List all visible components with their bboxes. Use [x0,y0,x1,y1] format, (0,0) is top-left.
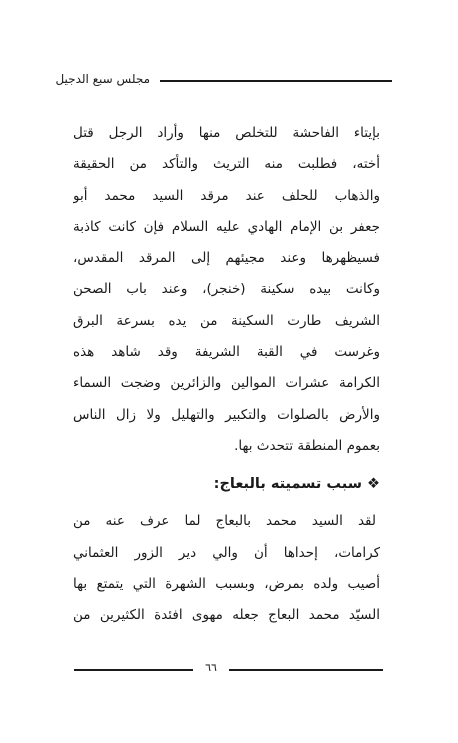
text-line: وغرست في القبة الشريفة وقد شاهد هذه [73,344,380,361]
body-text [73,118,380,631]
section-heading: ❖ سبب تسميته بالبعاج: [213,476,380,493]
page-header [0,60,458,100]
running-header-title: مجلس سبع الدجيل [55,72,150,86]
text-line: الكرامة عشرات الموالين والزائرين وضجت السماء [73,375,380,392]
text-line: لقد السيد محمد بالبعاج لما عرف عنه من [73,513,376,530]
text-line: الشريف طارت السكينة من يده بسرعة البرق [73,312,380,329]
text-line: السيّد محمد البعاج جعله مهوى افئدة الكثيرين من [73,607,380,624]
text-line: فسيظهرها وعند مجيئهم إلى المرقد المقدس، [73,250,380,267]
footer-rule-left [74,669,193,671]
text-line: وكانت بيده سكينة (خنجر)، وعند باب الصحن [73,281,380,298]
text-line: بعموم المنطقة تتحدث بها. [234,437,380,454]
page-number: ٦٦ [205,661,217,674]
footer-rule-right [229,669,383,671]
text-line: أخته، فطلبت منه التريث والتأكد من الحقيقة [73,156,380,173]
text-line: أصيب ولده بمرض، وبسبب الشهرة التي يتمتع بها [73,575,380,592]
text-line: جعفر بن الإمام الهادي عليه السلام فإن كانت كاذبة [73,218,380,235]
text-line: والذهاب للحلف عند مرقد السيد محمد أبو [73,187,380,204]
text-line: كرامات، إحداها أن والي دير الزور العثماني [73,544,380,561]
header-rule [160,80,392,82]
text-line: والأرض بالصلوات والتكبير والتهليل ولا زال الناس [73,406,380,423]
page-footer [0,660,458,680]
text-line: بإيتاء الفاحشة للتخلص منها وأراد الرجل قتل [73,125,380,141]
